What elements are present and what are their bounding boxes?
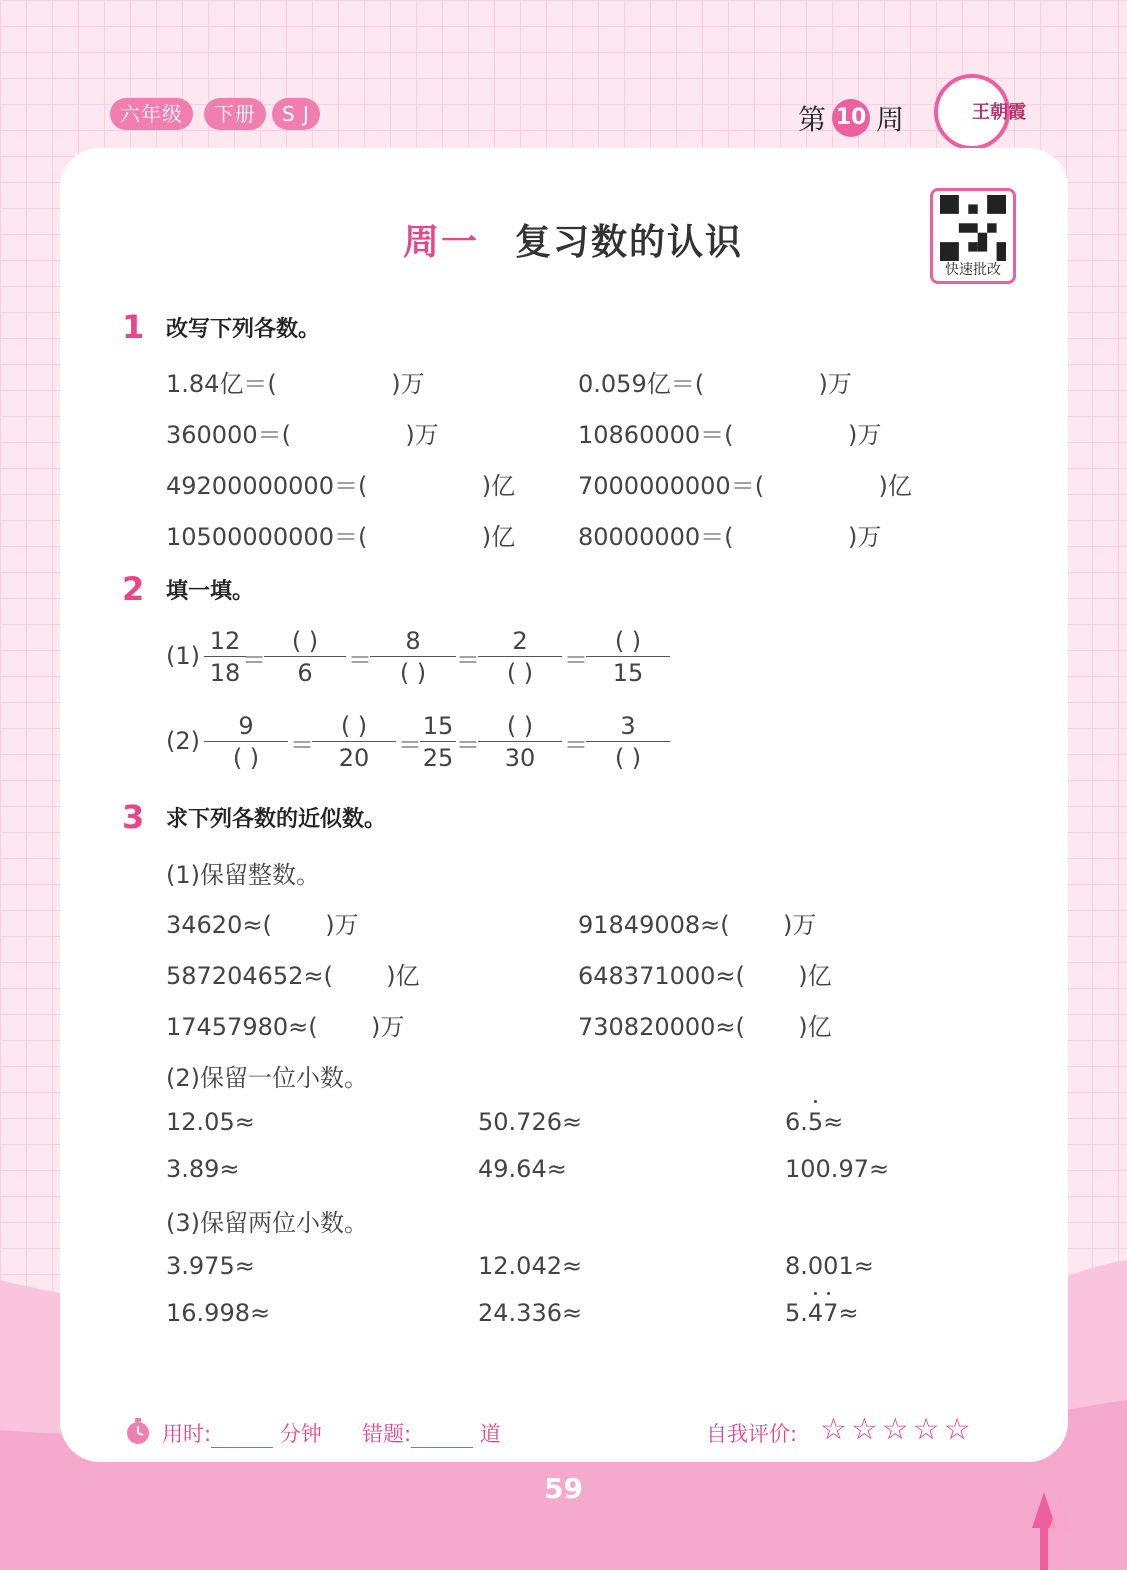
q3-item: 49.64≈ xyxy=(478,1155,567,1183)
q3-part3-heading: (3)保留两位小数。 xyxy=(166,1209,368,1237)
qr-code[interactable] xyxy=(930,188,1016,284)
q1-item: 10860000＝( )万 xyxy=(578,421,882,449)
stopwatch-icon xyxy=(124,1416,152,1446)
fraction: $\frac{15}{25}$ xyxy=(420,711,456,772)
fraction: ( ) 20 xyxy=(312,711,396,772)
q1-item: 10500000000＝( )亿 xyxy=(166,523,516,551)
q1-item: 80000000＝( )万 xyxy=(578,523,882,551)
equals: ＝ xyxy=(564,646,588,674)
grade-tag: 六年级 xyxy=(110,98,193,130)
equals: ＝ xyxy=(456,646,480,674)
q1-item: 360000＝( )万 xyxy=(166,421,439,449)
arrow-icon xyxy=(1030,1492,1074,1570)
fraction: ( ) 30 xyxy=(478,711,562,772)
rating-stars[interactable]: ☆☆☆☆☆ xyxy=(820,1412,975,1447)
question-title: 填一填。 xyxy=(166,578,255,604)
equals: ＝ xyxy=(456,731,480,759)
repeating-dot xyxy=(814,1292,817,1295)
q1-item: 0.059亿＝( )万 xyxy=(578,370,852,398)
q2-row1-label: (1) xyxy=(166,642,200,670)
q3-item: 730820000≈( )亿 xyxy=(578,1013,832,1041)
title-topic: 复习数的认识 xyxy=(515,222,744,263)
q1-item: 1.84亿＝( )万 xyxy=(166,370,425,398)
fraction: ( ) 6 xyxy=(264,626,346,687)
fraction: 2 ( ) xyxy=(478,626,562,687)
equals: ＝ xyxy=(398,731,422,759)
q3-item: 587204652≈( )亿 xyxy=(166,962,420,990)
q3-item: 648371000≈( )亿 xyxy=(578,962,832,990)
question-title: 求下列各数的近似数。 xyxy=(166,806,387,832)
week-prefix: 第 xyxy=(798,103,827,136)
week-indicator xyxy=(798,98,904,138)
question-3-heading xyxy=(122,798,386,836)
edition-tag: S J xyxy=(272,98,320,130)
q2-row2-label: (2) xyxy=(166,727,200,755)
q3-item: 16.998≈ xyxy=(166,1299,271,1327)
logo-text: 王朝霞 xyxy=(972,102,1026,123)
q3-item: 8.001≈ xyxy=(785,1252,874,1280)
qr-icon xyxy=(938,195,1008,261)
question-number: 3 xyxy=(122,798,145,836)
time-field: 用时: 分钟 xyxy=(162,1422,322,1446)
self-eval-label: 自我评价: xyxy=(706,1422,798,1446)
page-title xyxy=(403,214,743,265)
fraction: 8 ( ) xyxy=(370,626,456,687)
repeating-dot xyxy=(827,1292,830,1295)
page-number: 59 xyxy=(544,1472,583,1505)
equals: ＝ xyxy=(242,646,266,674)
time-blank[interactable] xyxy=(211,1425,273,1448)
title-day: 周一 xyxy=(403,222,480,263)
q3-item: 24.336≈ xyxy=(478,1299,583,1327)
q3-item: 34620≈( )万 xyxy=(166,911,359,939)
q3-part2-heading: (2)保留一位小数。 xyxy=(166,1064,368,1092)
equals: ＝ xyxy=(564,731,588,759)
errors-blank[interactable] xyxy=(411,1425,473,1448)
q1-item: 7000000000＝( )亿 xyxy=(578,472,912,500)
fraction: ( ) 15 xyxy=(586,626,670,687)
q3-item: 6.5≈ xyxy=(785,1108,844,1136)
q1-item: 49200000000＝( )亿 xyxy=(166,472,516,500)
volume-tag: 下册 xyxy=(204,98,266,130)
week-suffix: 周 xyxy=(876,103,905,136)
brand-logo xyxy=(934,74,1026,150)
qr-label: 快速批改 xyxy=(945,262,1001,278)
q3-item: 3.975≈ xyxy=(166,1252,255,1280)
week-number: 10 xyxy=(832,99,870,137)
fraction: 9 ( ) xyxy=(204,711,288,772)
question-2-heading xyxy=(122,570,254,608)
fraction: 3 ( ) xyxy=(586,711,670,772)
equals: ＝ xyxy=(348,646,372,674)
question-number: 2 xyxy=(122,570,145,608)
q3-item: 12.042≈ xyxy=(478,1252,583,1280)
question-1-heading xyxy=(122,308,320,346)
q3-item: 5.47≈ xyxy=(785,1299,859,1327)
repeating-dot xyxy=(814,1100,817,1103)
fraction: $\frac{12}{18}$ xyxy=(204,626,246,687)
q3-item: 17457980≈( )万 xyxy=(166,1013,405,1041)
q3-part1-heading: (1)保留整数。 xyxy=(166,861,320,889)
q3-item: 3.89≈ xyxy=(166,1155,240,1183)
q3-item: 12.05≈ xyxy=(166,1108,255,1136)
q3-item: 50.726≈ xyxy=(478,1108,583,1136)
q3-item: 100.97≈ xyxy=(785,1155,890,1183)
equals: ＝ xyxy=(290,731,314,759)
errors-field: 错题: 道 xyxy=(362,1422,501,1446)
question-number: 1 xyxy=(122,308,145,346)
question-title: 改写下列各数。 xyxy=(166,316,321,342)
q3-item: 91849008≈( )万 xyxy=(578,911,817,939)
